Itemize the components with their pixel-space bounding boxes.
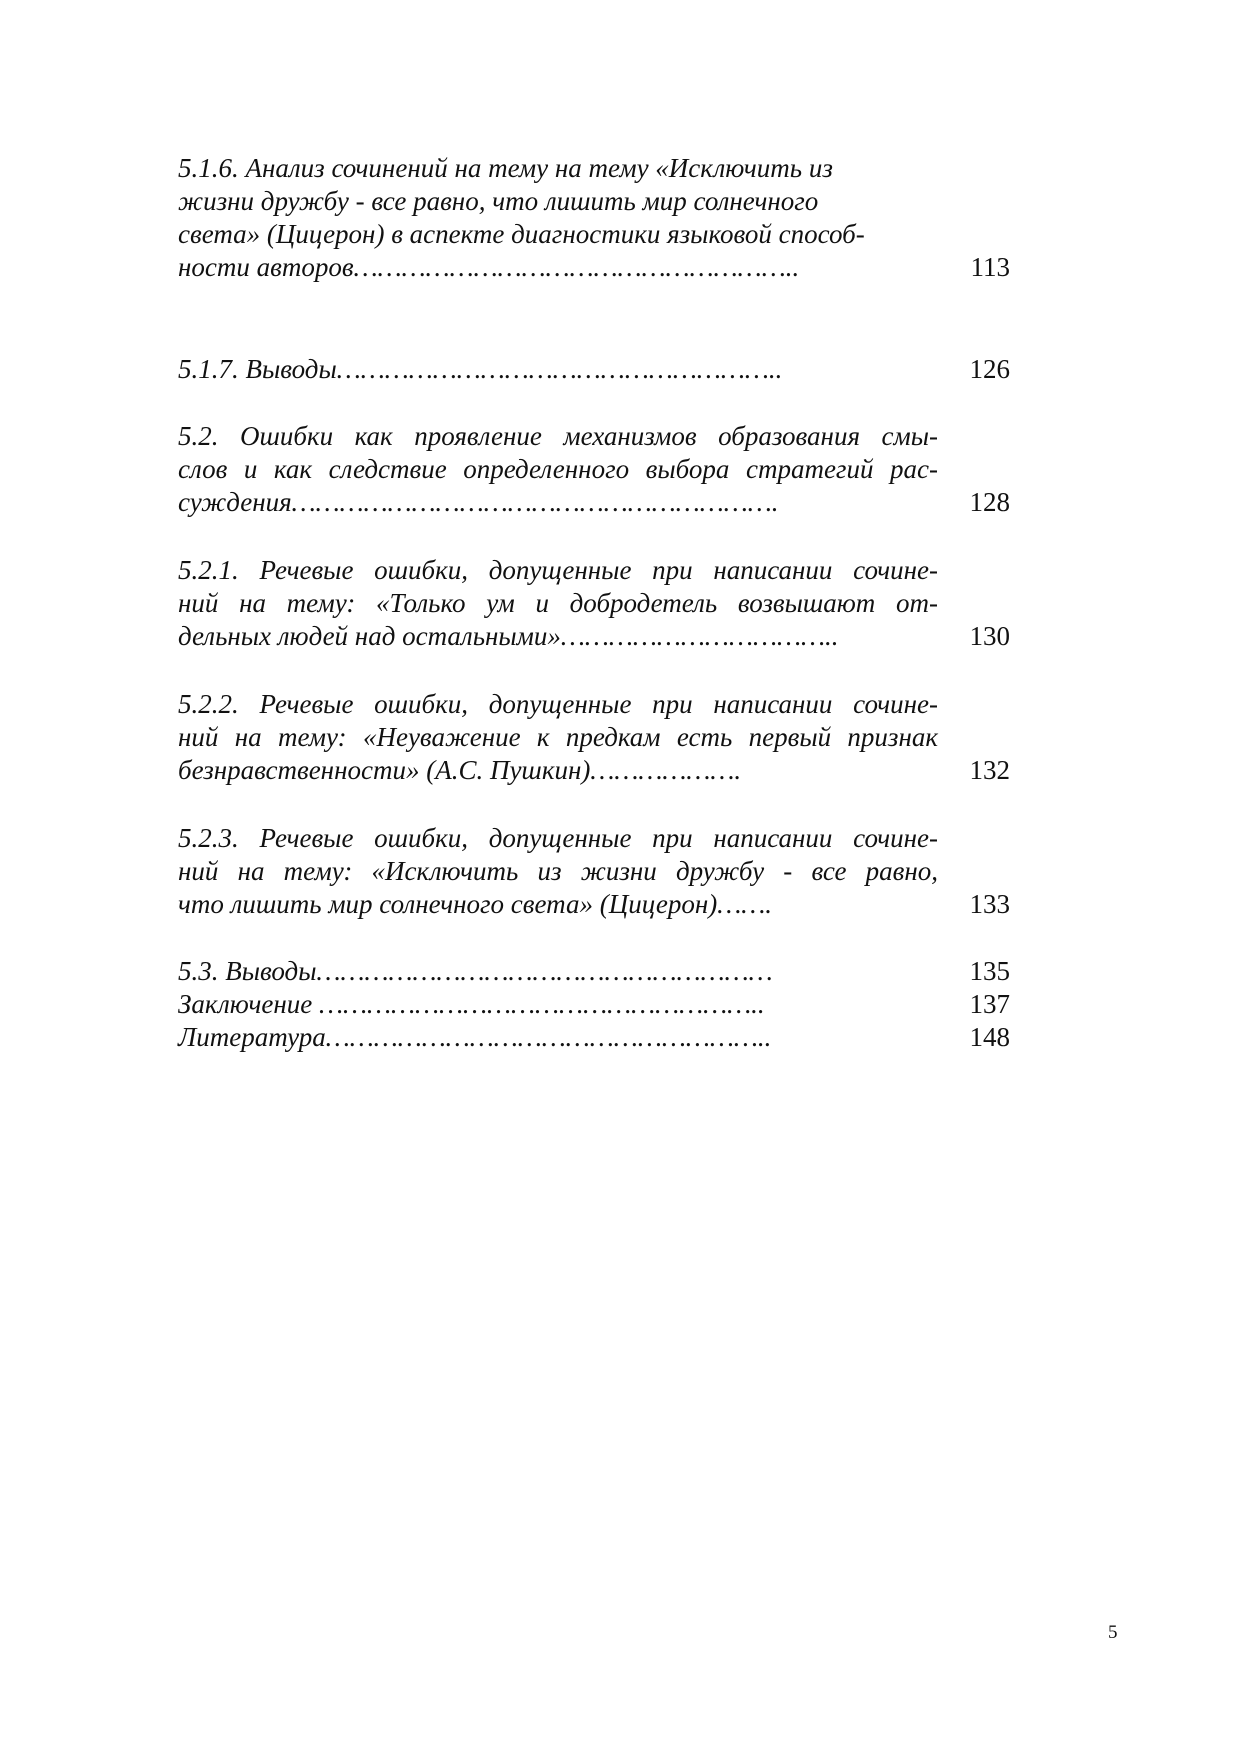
toc-entry-literature (178, 1021, 1010, 1054)
toc-entry-title (178, 955, 938, 988)
toc-entry-line: Заключение ……………………………………………….. (178, 989, 765, 1019)
toc-entry-line: ности авторов……………………………………………….. (178, 252, 800, 282)
toc-entry-line: 5.2.1. Речевые ошибки, допущенные при написании сочине- (178, 555, 938, 585)
toc-entry-page: 130 (969, 621, 1010, 651)
toc-entry-title (178, 152, 938, 284)
toc-entry-page: 132 (969, 755, 1010, 785)
toc-entry-title (178, 688, 938, 787)
toc-entry-line: Литература……………………………………………….. (178, 1022, 772, 1052)
toc-entry-line: безнравственности» (А.С. Пушкин)………………. (178, 755, 742, 785)
toc-entry-5-2-1 (178, 554, 1010, 653)
toc-entry-line: суждения……………………………………………………. (178, 487, 779, 517)
toc-entry-title (178, 1021, 938, 1054)
toc-entry-page: 137 (969, 989, 1010, 1019)
toc-entry-line: слов и как следствие определенного выбора стратегий рас- (178, 454, 938, 484)
toc-entry-page: 126 (969, 354, 1010, 384)
toc-entry-line: 5.2.2. Речевые ошибки, допущенные при написании сочине- (178, 689, 938, 719)
toc-entry-line: 5.2.3. Речевые ошибки, допущенные при написании сочине- (178, 823, 938, 853)
toc-entry-line: ний на тему: «Неуважение к предкам есть первый признак (178, 722, 938, 752)
toc-entry-line: света» (Цицерон) в аспекте диагностики языковой способ- (178, 219, 865, 249)
toc-entry-line: жизни дружбу - все равно, что лишить мир солнечного (178, 186, 819, 216)
toc-entry-title (178, 988, 938, 1021)
toc-entry-line: ний на тему: «Исключить из жизни дружбу - все равно, (178, 856, 938, 886)
page-number: 5 (1108, 1622, 1118, 1643)
toc-entry-page: 148 (969, 1022, 1010, 1052)
toc-entry-5-2-3 (178, 822, 1010, 921)
toc-entry-page: 133 (969, 889, 1010, 919)
toc-entry-title (178, 420, 938, 519)
toc-entry-conclusion (178, 988, 1010, 1021)
toc-entry-5-1-7 (178, 353, 1010, 386)
toc-entry-line: что лишить мир солнечного света» (Цицерон)……. (178, 889, 772, 919)
toc-entry-5-2 (178, 420, 1010, 519)
toc-entry-title (178, 822, 938, 921)
toc-entry-line: 5.1.7. Выводы……………………………………………….. (178, 354, 783, 384)
toc-entry-page: 135 (969, 956, 1010, 986)
toc-entry-page: 128 (969, 487, 1010, 517)
toc-entry-title (178, 353, 938, 386)
toc-entry-line: 5.2. Ошибки как проявление механизмов образования смы- (178, 421, 938, 451)
toc-entry-line: ний на тему: «Только ум и добродетель возвышают от- (178, 588, 938, 618)
toc-entry-title (178, 554, 938, 653)
toc-entry-page: 113 (970, 252, 1010, 282)
toc-entry-5-2-2 (178, 688, 1010, 787)
toc-entry-line: 5.1.6. Анализ сочинений на тему на тему «Исключить из (178, 153, 833, 183)
toc-entry-5-1-6 (178, 152, 1010, 284)
toc-entry-line: дельных людей над остальными»…………………………….. (178, 621, 839, 651)
toc-entry-5-3 (178, 955, 1010, 988)
toc-entry-line: 5.3. Выводы………………………………………………… (178, 956, 773, 986)
